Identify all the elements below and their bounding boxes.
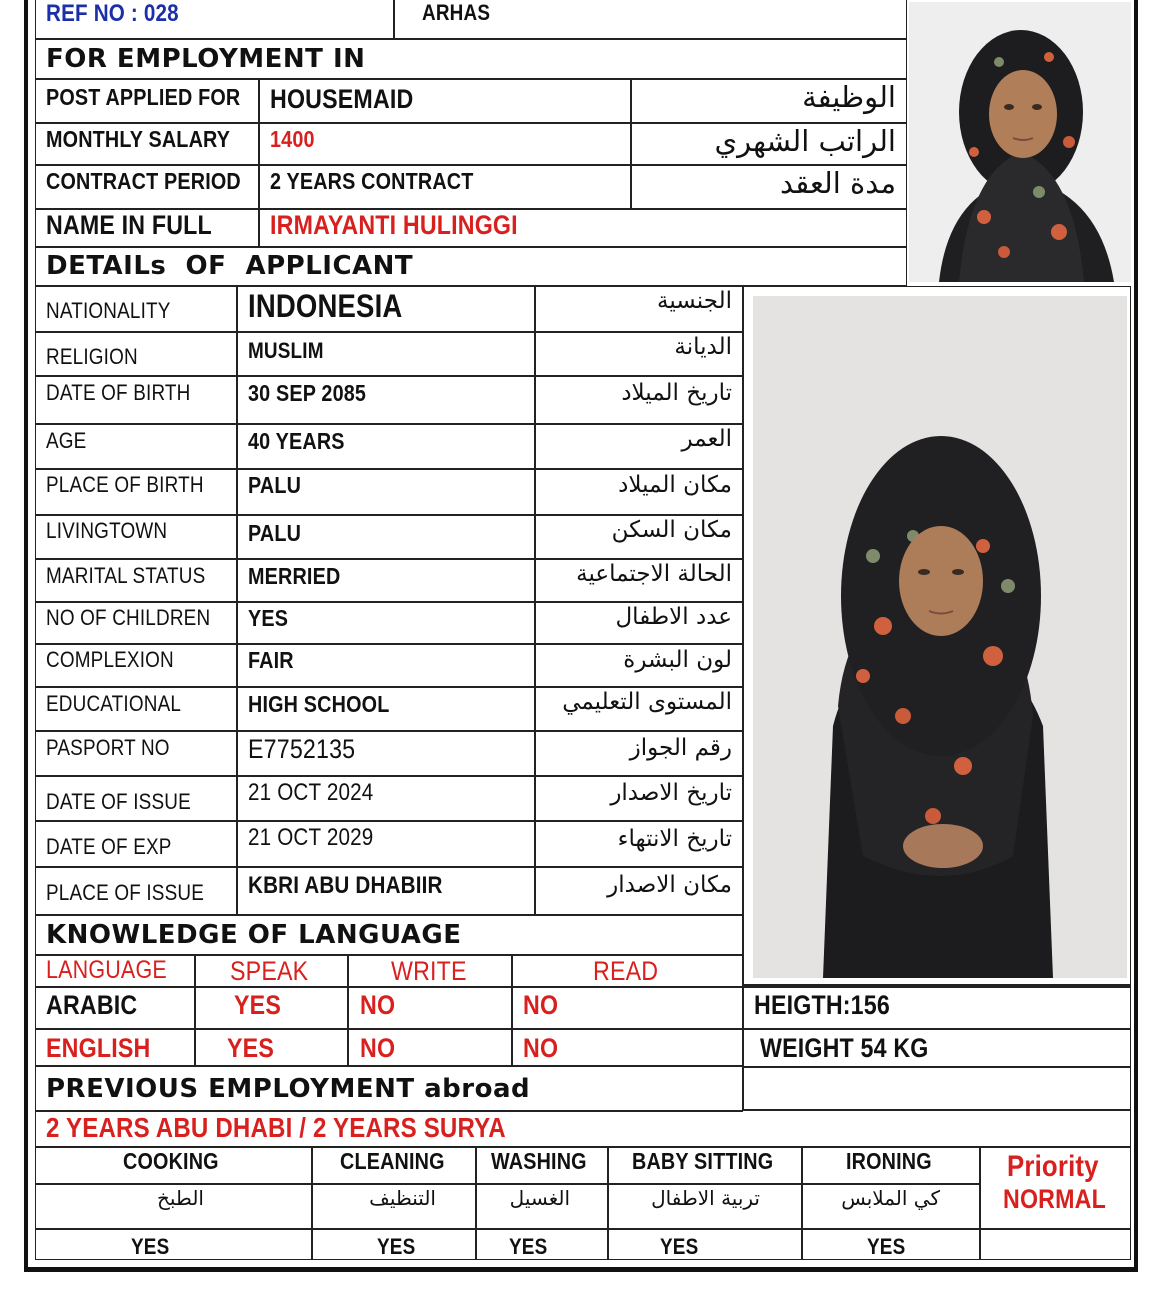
skills-divider [801,1146,803,1260]
salary-arabic: الراتب الشهري [714,124,896,158]
place-of-birth-value: PALU [248,472,302,498]
cooking-arabic: الطبخ [156,1186,204,1210]
cooking-value: YES [131,1234,170,1259]
education-arabic: المستوى التعليمي [562,689,732,715]
details-row-line [35,375,743,377]
complexion-arabic: لون البشرة [623,647,732,673]
contract-arabic: مدة العقد [780,166,896,200]
english-language: ENGLISH [46,1033,151,1063]
details-row-line [35,558,743,560]
place-of-birth-arabic: مكان الميلاد [618,472,732,498]
religion-arabic: الديانة [674,334,732,360]
name-value: IRMAYANTI HULINGGI [270,210,518,240]
employment-divider-2 [630,78,632,210]
education-label: EDUCATIONAL [46,691,182,716]
previous-title: PREVIOUS EMPLOYMENT abroad [46,1074,531,1104]
language-divider [511,954,513,1066]
issue-date-value: 21 OCT 2024 [248,779,374,806]
language-header: LANGUAGE [46,956,167,984]
english-speak: YES [227,1033,274,1063]
salary-label: MONTHLY SALARY [46,126,231,152]
skills-divider [311,1146,313,1260]
details-row-line [35,866,743,868]
issue-date-label: DATE OF ISSUE [46,789,191,814]
skills-divider [475,1146,477,1260]
age-arabic: العمر [681,426,732,452]
dob-value: 30 SEP 2085 [248,380,367,406]
age-value: 40 YEARS [248,428,345,454]
height-value: HEIGTH:156 [754,990,890,1020]
contract-label: CONTRACT PERIOD [46,168,241,194]
arabic-speak: YES [234,990,281,1020]
details-row-line [35,775,743,777]
washing-label: WASHING [491,1148,587,1174]
ironing-arabic: كي الملابس [841,1186,940,1210]
cleaning-label: CLEANING [340,1148,445,1174]
baby-sitting-label: BABY SITTING [632,1148,774,1174]
nationality-value: INDONESIA [248,288,403,324]
baby-sitting-value: YES [660,1234,699,1259]
livingtown-arabic: مكان السكن [611,517,732,543]
post-label: POST APPLIED FOR [46,84,241,110]
passport-value: E7752135 [248,734,356,764]
details-row-line [35,423,743,425]
contract-value: 2 YEARS CONTRACT [270,168,474,194]
language-divider [347,954,349,1066]
details-row-line [35,468,743,470]
details-title: DETAILs OF APPLICANT [46,251,414,281]
expiry-date-label: DATE OF EXP [46,834,172,859]
write-header: WRITE [391,956,467,986]
english-write: NO [360,1033,396,1063]
livingtown-label: LIVINGTOWN [46,518,168,543]
baby-sitting-arabic: تربية الاطفال [651,1186,760,1210]
expiry-date-arabic: تاريخ الانتهاء [617,826,732,852]
details-row-line [35,643,743,645]
issue-place-arabic: مكان الاصدار [607,872,732,898]
children-arabic: عدد الاطفال [615,604,732,630]
complexion-value: FAIR [248,647,294,673]
name-label: NAME IN FULL [46,210,212,240]
physical-line [743,1066,1131,1068]
arabic-read: NO [523,990,559,1020]
details-row-line [35,514,743,516]
skills-row-line [35,1183,981,1185]
nationality-label: NATIONALITY [46,298,171,323]
details-row-line [35,686,743,688]
employment-title: FOR EMPLOYMENT IN [46,44,366,74]
passport-arabic: رقم الجواز [629,735,732,761]
skills-row-line [35,1228,1131,1230]
weight-value: WEIGHT 54 KG [760,1033,929,1063]
marital-status-value: MERRIED [248,563,341,589]
name-divider [258,208,260,248]
details-row-line [35,331,743,333]
passport-label: PASPORT NO [46,735,170,760]
marital-status-arabic: الحالة الاجتماعية [576,561,732,587]
ref-number: REF NO : 028 [46,0,179,27]
issue-place-label: PLACE OF ISSUE [46,880,205,905]
speak-header: SPEAK [230,956,309,986]
dob-arabic: تاريخ الميلاد [621,380,732,406]
children-value: YES [248,605,289,631]
cleaning-value: YES [377,1234,416,1259]
previous-value: 2 YEARS ABU DHABI / 2 YEARS SURYA [46,1112,506,1143]
age-label: AGE [46,428,87,453]
children-label: NO OF CHILDREN [46,605,211,630]
ironing-value: YES [867,1234,906,1259]
post-arabic: الوظيفة [802,80,896,114]
arabic-write: NO [360,990,396,1020]
washing-value: YES [509,1234,548,1259]
religion-value: MUSLIM [248,338,324,363]
dob-label: DATE OF BIRTH [46,380,191,405]
cooking-label: COOKING [123,1148,219,1174]
skills-divider [607,1146,609,1260]
post-value: HOUSEMAID [270,84,414,114]
arabic-language: ARABIC [46,990,138,1020]
livingtown-value: PALU [248,520,302,546]
skills-divider [979,1146,981,1260]
language-title: KNOWLEDGE OF LANGUAGE [46,920,462,950]
expiry-date-value: 21 OCT 2029 [248,824,374,851]
employment-divider-1 [258,78,260,210]
salary-value: 1400 [270,126,315,152]
cleaning-arabic: التنظيف [369,1186,436,1210]
nationality-arabic: الجنسية [657,288,732,314]
applicant-full-photo [753,296,1127,978]
details-row-line [35,601,743,603]
marital-status-label: MARITAL STATUS [46,563,206,588]
complexion-label: COMPLEXION [46,647,174,672]
applicant-portrait-photo [909,2,1131,282]
read-header: READ [593,956,659,986]
details-row-line [35,820,743,822]
agency-name: ARHAS [422,0,491,25]
details-row-line [35,730,743,732]
education-value: HIGH SCHOOL [248,691,390,717]
priority-value: NORMAL [1003,1184,1106,1214]
english-read: NO [523,1033,559,1063]
language-divider [194,954,196,1066]
issue-place-value: KBRI ABU DHABIIR [248,872,443,899]
priority-label: Priority [1007,1150,1099,1183]
religion-label: RELIGION [46,344,138,369]
place-of-birth-label: PLACE OF BIRTH [46,472,204,497]
issue-date-arabic: تاريخ الاصدار [610,780,732,806]
ironing-label: IRONING [846,1148,932,1174]
washing-arabic: الغسيل [509,1186,570,1210]
